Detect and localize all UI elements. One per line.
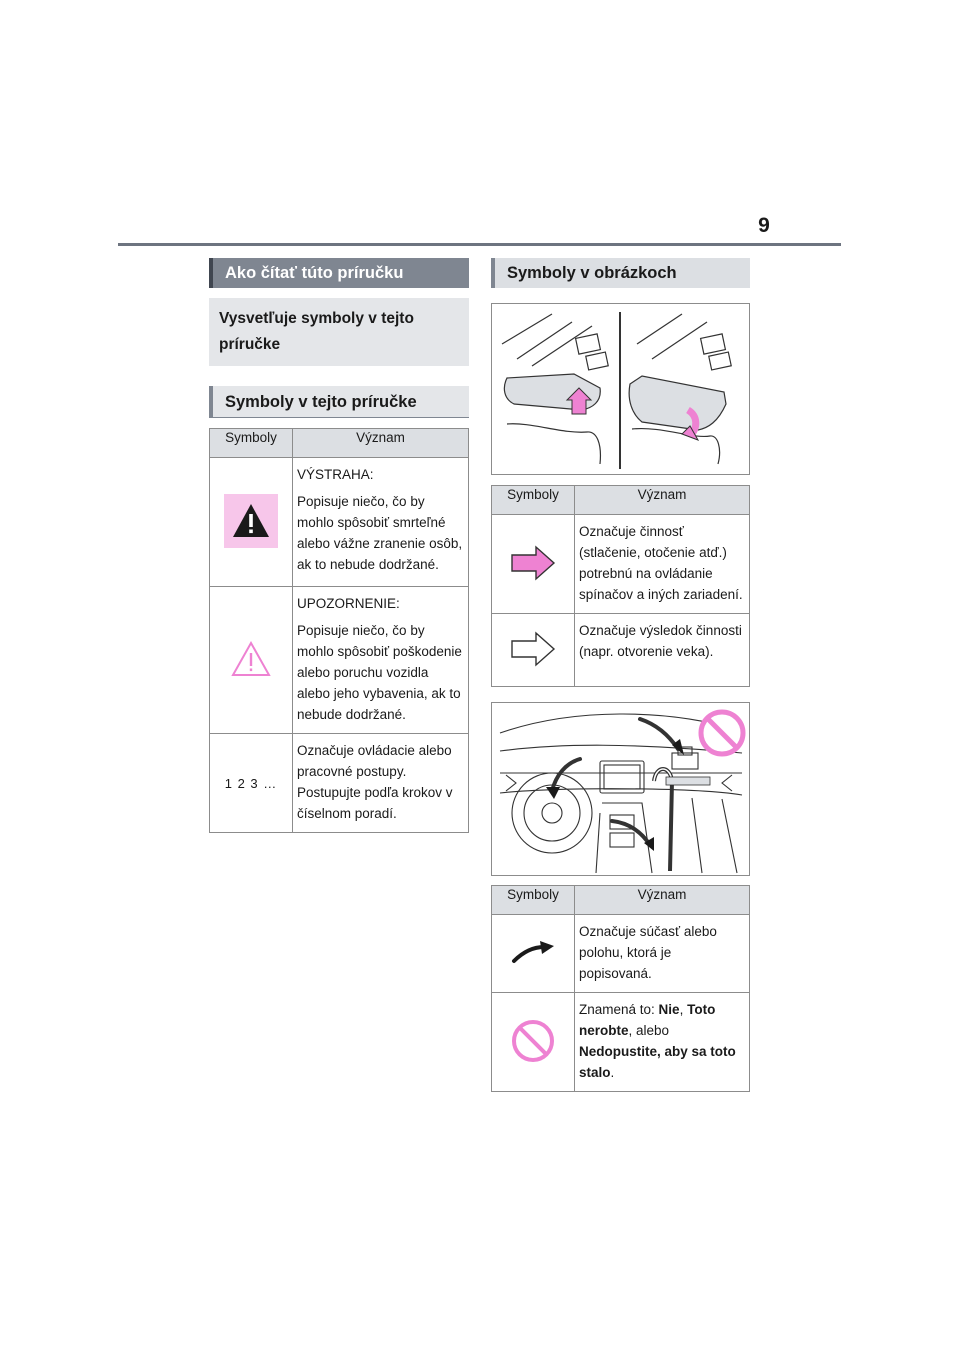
caution-text: Popisuje niečo, čo by mohlo spôsobiť poškodenie alebo poruchu vozidla alebo jeho vybavenia, ak to nebude dodržané. (297, 623, 462, 722)
pointer-text: Označuje súčasť alebo polohu, ktorá je popisovaná. (579, 924, 717, 981)
prohibition-prefix: Znamená to: (579, 1002, 659, 1017)
prohibition-no: Nie (658, 1002, 680, 1017)
result-text: Označuje výsledok činnosti (napr. otvorenie veka). (579, 623, 742, 659)
suffix: . (610, 1065, 615, 1080)
column-header-symbol: Symboly (492, 886, 575, 915)
table-header (492, 486, 750, 515)
symbol-cell (492, 993, 575, 1092)
column-header-symbol: Symboly (492, 486, 575, 515)
table-row (210, 458, 469, 587)
main-heading-right: Symboly v obrázkoch (491, 258, 750, 288)
steps-text: Označuje ovládacie alebo pracovné postupy. Postupujte podľa krokov v číselnom poradí. (297, 743, 453, 821)
column-header-meaning: Význam (575, 886, 750, 915)
symbol-cell (492, 915, 575, 993)
dashboard-illustration (491, 702, 750, 876)
symbols-table (209, 428, 469, 833)
column-header-meaning: Význam (575, 486, 750, 515)
warning-text: Popisuje niečo, čo by mohlo spôsobiť smrteľné alebo vážne zranenie osôb, ak to nebude dodržané. (297, 494, 463, 572)
meaning-cell (575, 915, 750, 993)
symbols-table-illustrations-2 (491, 885, 750, 1092)
table-row (210, 734, 469, 833)
separator: , (679, 1002, 688, 1017)
result-arrow-outline-icon (510, 630, 556, 668)
meaning-cell (575, 993, 750, 1092)
symbol-cell (210, 734, 293, 833)
mirror-illustration (491, 303, 750, 475)
meaning-cell (293, 734, 469, 833)
pointer-arrow-icon (510, 939, 556, 965)
top-rule (118, 243, 841, 246)
page-number: 9 (758, 214, 770, 237)
table-row (210, 587, 469, 734)
dashboard-illustration-drawing (492, 703, 749, 875)
separator: , alebo (628, 1023, 670, 1038)
prohibition-icon (511, 1019, 555, 1063)
left-column (209, 258, 469, 833)
meaning-cell (575, 515, 750, 614)
right-column (491, 258, 750, 1092)
warning-title: VÝSTRAHA: (297, 467, 374, 482)
table-row (492, 993, 750, 1092)
symbol-cell (210, 458, 293, 587)
meaning-cell (575, 614, 750, 687)
subtitle: Vysvetľuje symboly v tejto príručke (209, 298, 469, 366)
step-numbers-icon: 1 2 3 … (224, 775, 278, 791)
table-row (492, 915, 750, 993)
action-arrow-pink-icon (510, 544, 556, 582)
main-heading: Ako čítať túto príručku (209, 258, 469, 288)
column-header-meaning: Význam (293, 429, 469, 458)
symbol-cell (492, 515, 575, 614)
meaning-cell (293, 458, 469, 587)
symbol-cell (210, 587, 293, 734)
table-row (492, 614, 750, 687)
table-header (210, 429, 469, 458)
table-row (492, 515, 750, 614)
column-header-symbol: Symboly (210, 429, 293, 458)
caution-triangle-outline-icon (231, 641, 271, 677)
section-heading: Symboly v tejto príručke (209, 386, 469, 418)
mirror-illustration-drawing (492, 304, 749, 474)
prohibition-dont-do: Toto nerobte (579, 1002, 716, 1038)
caution-title: UPOZORNENIE: (297, 596, 400, 611)
symbol-cell (492, 614, 575, 687)
action-text: Označuje činnosť (stlačenie, otočenie atď.) potrebnú na ovládanie spínačov a iných zariadení. (579, 524, 743, 602)
prohibition-dont-let: Nedopustite, aby sa toto stalo (579, 1044, 736, 1080)
symbols-table-illustrations-1 (491, 485, 750, 687)
warning-triangle-filled-icon (224, 494, 278, 548)
table-header (492, 886, 750, 915)
prohibition-text (579, 999, 745, 1083)
meaning-cell (293, 587, 469, 734)
